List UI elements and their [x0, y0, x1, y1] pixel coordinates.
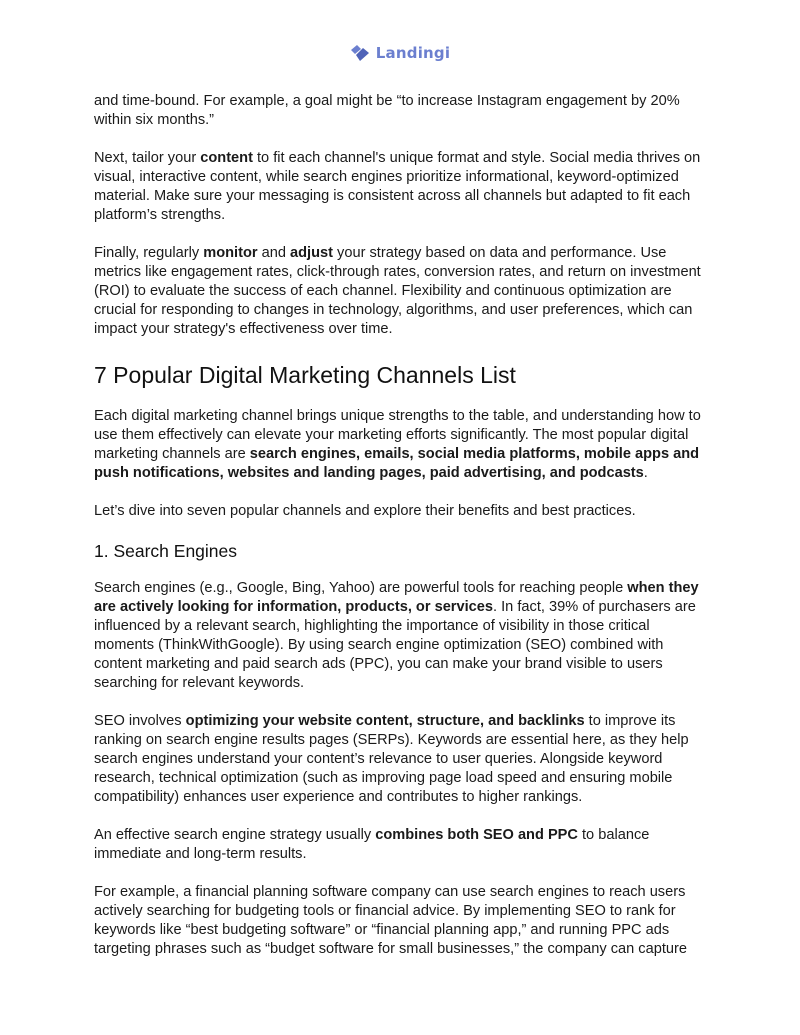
subheading-search-engines: 1. Search Engines	[94, 541, 238, 561]
bold-adjust: adjust	[290, 245, 333, 261]
document-body	[94, 92, 710, 978]
bold-monitor: monitor	[203, 245, 258, 261]
paragraph-tailor-content: Next, tailor your content to fit each channel's unique format and style. Social media thrives on visual, interactive content, while search engines prioritize informational, keyword-optimized material. Make sure your messaging is consistent across all channels but adapted to fit each platform’s strengths.	[94, 150, 701, 223]
paragraph-example-financial: For example, a financial planning software company can use search engines to reach users actively searching for budgeting tools or financial advice. By implementing SEO to rank for keywords like “best budgeting software” or “financial planning app,” and running PPC ads targeting phrases such as “budget software for small businesses,” the company can capture	[94, 884, 687, 957]
section-heading-channels-list: 7 Popular Digital Marketing Channels List	[94, 362, 516, 388]
bold-content: content	[200, 150, 253, 166]
paragraph-dive-in: Let’s dive into seven popular channels and explore their benefits and best practices.	[94, 503, 636, 519]
paragraph-monitor-adjust: Finally, regularly monitor and adjust your strategy based on data and performance. Use metrics like engagement rates, click-through rates, conversion rates, and return on investment (ROI) to evaluate the success of each channel. Flexibility and continuous optimization are crucial for responding to changes in technology, algorithms, and user preferences, which can impact your strategy's effectiveness over time.	[94, 245, 701, 337]
bold-channels: search engines, emails, social media platforms, mobile apps and push notifications, websites and landing pages, paid advertising, and podcasts	[94, 446, 700, 481]
bold-seo-ppc: combines both SEO and PPC	[375, 827, 578, 843]
bold-when-looking: when they are actively looking for information, products, or services	[94, 580, 699, 615]
brand-name: Landingi	[375, 44, 451, 62]
landingi-logo-icon	[350, 44, 370, 62]
page-header	[0, 44, 800, 62]
paragraph-seo-ppc: An effective search engine strategy usually combines both SEO and PPC to balance immediate and long-term results.	[94, 827, 650, 862]
paragraph-seo: SEO involves optimizing your website content, structure, and backlinks to improve its ranking on search engine results pages (SERPs). Keywords are essential here, as they help search engines understand your content’s relevance to user queries. Alongside keyword research, technical optimization (such as improving page load speed and ensuring mobile compatibility) enhances user experience and contributes to higher rankings.	[94, 713, 689, 805]
paragraph-search-engines: Search engines (e.g., Google, Bing, Yahoo) are powerful tools for reaching people when they are actively looking for information, products, or services. In fact, 39% of purchasers are influenced by a relevant search, highlighting the importance of visibility in those critical moments (ThinkWithGoogle). By using search engine optimization (SEO) combined with content marketing and paid search ads (PPC), you can make your brand visible to users searching for relevant keywords.	[94, 580, 699, 691]
paragraph-channels-intro: Each digital marketing channel brings unique strengths to the table, and understanding how to use them effectively can elevate your marketing efforts significantly. The most popular digital marketing channels are search engines, emails, social media platforms, mobile apps and push notifications, websites and landing pages, paid advertising, and podcasts.	[94, 408, 701, 481]
bold-optimizing: optimizing your website content, structure, and backlinks	[185, 713, 585, 729]
paragraph-goal-example: and time-bound. For example, a goal might be “to increase Instagram engagement by 20% within six months.”	[94, 93, 680, 128]
